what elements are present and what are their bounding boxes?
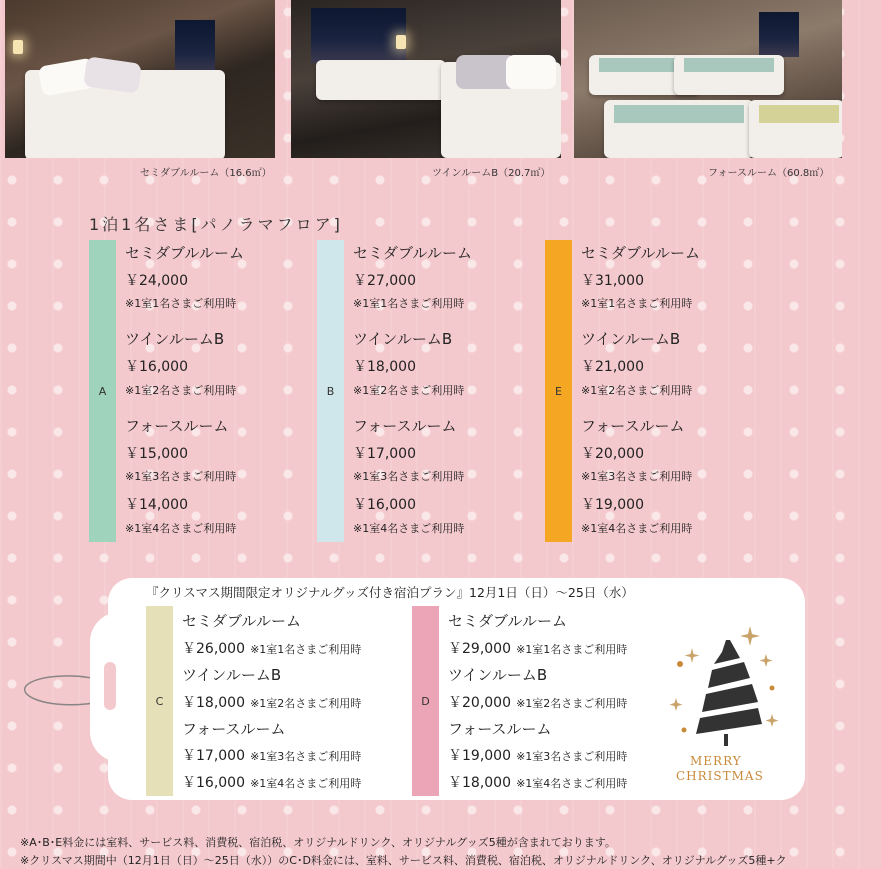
twin-caption: ツインルームB（20.7㎡）: [432, 168, 551, 179]
merry-text: MERRY: [690, 754, 742, 768]
section-title: 1泊1名さま[パノラマフロア]: [89, 215, 343, 234]
price: ￥27,000: [353, 273, 416, 289]
occupancy-note: ※1室1名さまご利用時: [250, 643, 362, 656]
price-line: [182, 692, 361, 712]
occupancy-note: ※1室2名さまご利用時: [516, 697, 628, 710]
price-line: [448, 638, 627, 658]
occupancy-note: ※1室4名さまご利用時: [581, 522, 693, 535]
footnote-cd: ※クリスマス期間中（12月1日（日）～25日（水））のC･D料金には、室料、サービス料、消費税、宿泊税、オリジナルドリンク、オリジナルグッズ5種+ク: [20, 854, 787, 867]
price: ￥21,000: [581, 359, 644, 375]
price: ￥17,000: [353, 446, 416, 462]
room-name: フォースルーム: [581, 417, 685, 435]
plan-e-bar: [545, 240, 572, 542]
room-name: セミダブルルーム: [125, 244, 245, 262]
tag-hole: [104, 662, 116, 710]
room-name: セミダブルルーム: [353, 244, 473, 262]
twin-room-photo: [291, 0, 561, 158]
price: ￥26,000: [182, 641, 245, 657]
price: ￥17,000: [182, 748, 245, 764]
room-name: ツインルームB: [448, 666, 548, 684]
price-line: [448, 692, 627, 712]
price: ￥16,000: [125, 359, 188, 375]
occupancy-note: ※1室1名さまご利用時: [353, 297, 465, 310]
plan-d-column: [412, 606, 682, 796]
price: ￥24,000: [125, 273, 188, 289]
occupancy-note: ※1室4名さまご利用時: [516, 777, 628, 790]
price: ￥19,000: [448, 748, 511, 764]
room-name: ツインルームB: [125, 330, 225, 348]
occupancy-note: ※1室4名さまご利用時: [250, 777, 362, 790]
room-name: フォースルーム: [448, 720, 552, 738]
fourth-room-photo: [574, 0, 842, 158]
price: ￥16,000: [182, 775, 245, 791]
plan-c-bar: [146, 606, 173, 796]
room-name: ツインルームB: [182, 666, 282, 684]
footnote-abe: ※A･B･E料金には室料、サービス料、消費税、宿泊税、オリジナルドリンク、オリジナルグッズ5種が含まれております。: [20, 836, 616, 849]
christmas-text: CHRISTMAS: [676, 769, 764, 783]
room-name: セミダブルルーム: [581, 244, 701, 262]
price-line: [182, 745, 361, 765]
price: ￥15,000: [125, 446, 188, 462]
room-name: セミダブルルーム: [448, 612, 568, 630]
room-name: ツインルームB: [581, 330, 681, 348]
price: ￥20,000: [448, 695, 511, 711]
price-line: [448, 745, 627, 765]
price: ￥18,000: [448, 775, 511, 791]
room-name: フォースルーム: [125, 417, 229, 435]
price-line: [182, 772, 361, 792]
price: ￥18,000: [353, 359, 416, 375]
price: ￥14,000: [125, 497, 188, 513]
fourth-caption: フォースルーム（60.8㎡）: [708, 168, 830, 179]
room-name: セミダブルルーム: [182, 612, 302, 630]
price: ￥19,000: [581, 497, 644, 513]
occupancy-note: ※1室4名さまご利用時: [125, 522, 237, 535]
occupancy-note: ※1室3名さまご利用時: [353, 470, 465, 483]
occupancy-note: ※1室2名さまご利用時: [353, 384, 465, 397]
plan-a-code: A: [98, 384, 107, 398]
semi-double-caption: セミダブルルーム（16.6㎡）: [140, 168, 272, 179]
plan-d-code: D: [421, 694, 430, 708]
price: ￥31,000: [581, 273, 644, 289]
plan-e-code: E: [555, 384, 562, 398]
occupancy-note: ※1室1名さまご利用時: [581, 297, 693, 310]
price: ￥29,000: [448, 641, 511, 657]
price: ￥16,000: [353, 497, 416, 513]
price: ￥18,000: [182, 695, 245, 711]
occupancy-note: ※1室2名さまご利用時: [250, 697, 362, 710]
plan-c-code: C: [155, 694, 164, 708]
occupancy-note: ※1室1名さまご利用時: [125, 297, 237, 310]
occupancy-note: ※1室3名さまご利用時: [125, 470, 237, 483]
room-name: ツインルームB: [353, 330, 453, 348]
semi-double-room-photo: [5, 0, 275, 158]
occupancy-note: ※1室2名さまご利用時: [581, 384, 693, 397]
occupancy-note: ※1室1名さまご利用時: [516, 643, 628, 656]
occupancy-note: ※1室3名さまご利用時: [250, 750, 362, 763]
occupancy-note: ※1室3名さまご利用時: [516, 750, 628, 763]
plan-d-bar: [412, 606, 439, 796]
room-photo-strip: [0, 0, 881, 185]
plan-b-column: [317, 240, 557, 542]
plan-a-bar: [89, 240, 116, 542]
plan-c-column: [146, 606, 416, 796]
plan-b-code: B: [326, 384, 335, 398]
plan-b-bar: [317, 240, 344, 542]
price: ￥20,000: [581, 446, 644, 462]
christmas-plan-title: 『クリスマス期間限定オリジナルグッズ付き宿泊プラン』12月1日（日）～25日（水）: [146, 585, 634, 600]
room-name: フォースルーム: [353, 417, 457, 435]
plan-a-column: [89, 240, 329, 542]
price-line: [182, 638, 361, 658]
price-line: [448, 772, 627, 792]
room-name: フォースルーム: [182, 720, 286, 738]
occupancy-note: ※1室3名さまご利用時: [581, 470, 693, 483]
occupancy-note: ※1室4名さまご利用時: [353, 522, 465, 535]
occupancy-note: ※1室2名さまご利用時: [125, 384, 237, 397]
plan-e-column: [545, 240, 785, 542]
